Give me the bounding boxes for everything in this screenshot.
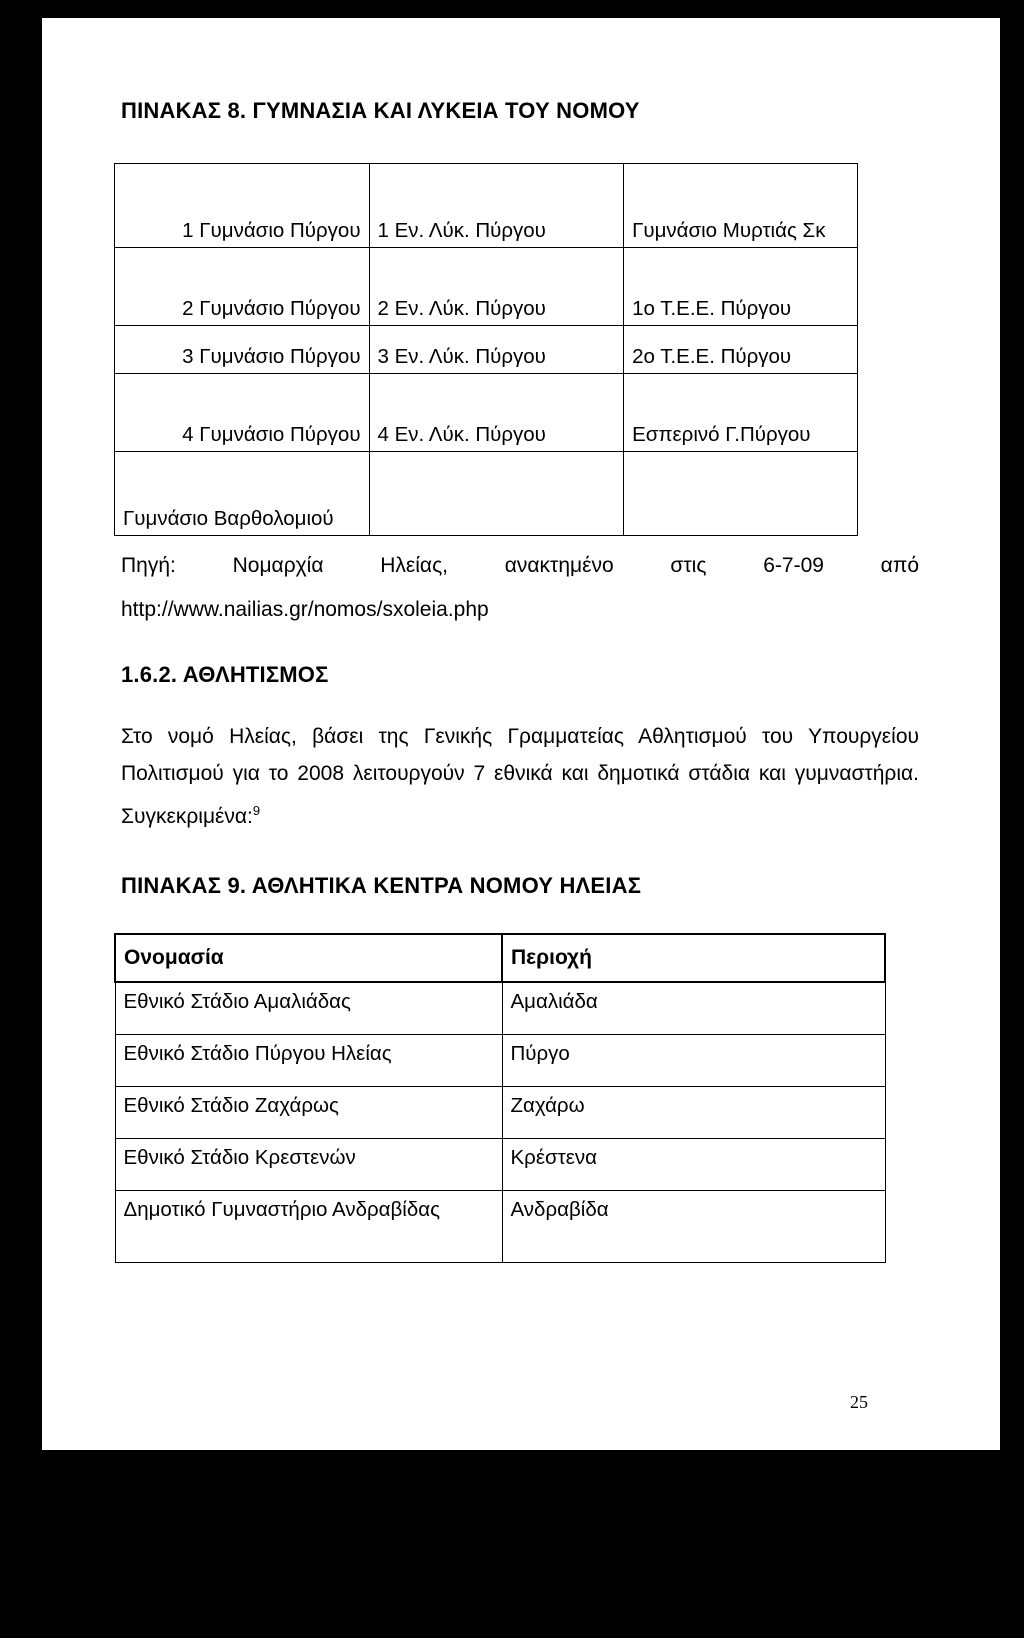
table-cell: 1 Εν. Λύκ. Πύργου xyxy=(369,164,624,248)
table-row xyxy=(115,1034,885,1086)
table-cell: 4 Εν. Λύκ. Πύργου xyxy=(369,374,624,452)
table-cell: Γυμνάσιο Βαρθολομιού xyxy=(115,452,370,536)
table-cell: 1 Γυμνάσιο Πύργου xyxy=(115,164,370,248)
page-number: 25 xyxy=(850,1392,868,1412)
section-paragraph xyxy=(121,718,919,835)
table-row xyxy=(115,374,858,452)
table-cell: Ζαχάρω xyxy=(502,1086,885,1138)
table-cell: 2 Γυμνάσιο Πύργου xyxy=(115,248,370,326)
table-cell xyxy=(624,452,858,536)
table-cell: 2ο Τ.Ε.Ε. Πύργου xyxy=(624,326,858,374)
column-header-area: Περιοχή xyxy=(502,934,885,982)
schools-table xyxy=(114,163,858,536)
footnote-divider xyxy=(120,1604,390,1605)
table-row xyxy=(115,1138,885,1190)
footnote-reference: 9 xyxy=(252,803,261,818)
table8-title: ΠΙΝΑΚΑΣ 8. ΓΥΜΝΑΣΙΑ ΚΑΙ ΛΥΚΕΙΑ ΤΟΥ ΝΟΜΟΥ xyxy=(121,98,640,123)
table-row xyxy=(115,164,858,248)
table-row xyxy=(115,1190,885,1262)
table-cell: 3 Εν. Λύκ. Πύργου xyxy=(369,326,624,374)
sports-centers-table xyxy=(114,933,886,1263)
table-row xyxy=(115,248,858,326)
table-cell: Εθνικό Στάδιο Πύργου Ηλείας xyxy=(115,1034,502,1086)
table-row xyxy=(115,326,858,374)
table-cell: 2 Εν. Λύκ. Πύργου xyxy=(369,248,624,326)
table-header-row xyxy=(115,934,885,982)
table-cell: Εσπερινό Γ.Πύργου xyxy=(624,374,858,452)
table-cell: 4 Γυμνάσιο Πύργου xyxy=(115,374,370,452)
table-cell: 3 Γυμνάσιο Πύργου xyxy=(115,326,370,374)
table-row xyxy=(115,982,885,1034)
table-cell: Εθνικό Στάδιο Ζαχάρως xyxy=(115,1086,502,1138)
paragraph-text: Στο νομό Ηλείας, βάσει της Γενικής Γραμματείας Αθλητισμού του Υπουργείου Πολιτισμού για το 2008 λειτουργούν 7 εθνικά και δημοτικά στάδια και γυμναστήρια. Συγκεκριμένα: xyxy=(121,725,919,828)
table8-source-url: http://www.nailias.gr/nomos/sxoleia.php xyxy=(121,598,489,621)
column-header-name: Ονομασία xyxy=(115,934,502,982)
section-heading: 1.6.2. ΑΘΛΗΤΙΣΜΟΣ xyxy=(121,662,329,687)
table-row xyxy=(115,1086,885,1138)
table-cell: Εθνικό Στάδιο Αμαλιάδας xyxy=(115,982,502,1034)
table8-source: Πηγή: Νομαρχία Ηλείας, ανακτημένο στις 6-7-09 από xyxy=(121,554,919,577)
table-cell: Αμαλιάδα xyxy=(502,982,885,1034)
document-page xyxy=(42,18,1000,1638)
table-cell: Κρέστενα xyxy=(502,1138,885,1190)
table-cell: Δημοτικό Γυμναστήριο Ανδραβίδας xyxy=(115,1190,502,1262)
footnote xyxy=(118,1618,516,1638)
table-cell: 1ο Τ.Ε.Ε. Πύργου xyxy=(624,248,858,326)
table-row xyxy=(115,452,858,536)
footnote-number: 9 xyxy=(118,1618,125,1630)
table-cell xyxy=(369,452,624,536)
table9-title: ΠΙΝΑΚΑΣ 9. ΑΘΛΗΤΙΚΑ ΚΕΝΤΡΑ ΝΟΜΟΥ ΗΛΕΙΑΣ xyxy=(121,873,642,898)
table-cell: Πύργο xyxy=(502,1034,885,1086)
table-cell: Ανδραβίδα xyxy=(502,1190,885,1262)
table-cell: Εθνικό Στάδιο Κρεστενών xyxy=(115,1138,502,1190)
footnote-text: Γενική Γραμματεία Αθλητισμού Υπουργείου Πολιτισμού xyxy=(128,1620,517,1638)
table-cell: Γυμνάσιο Μυρτιάς Σκ xyxy=(624,164,858,248)
